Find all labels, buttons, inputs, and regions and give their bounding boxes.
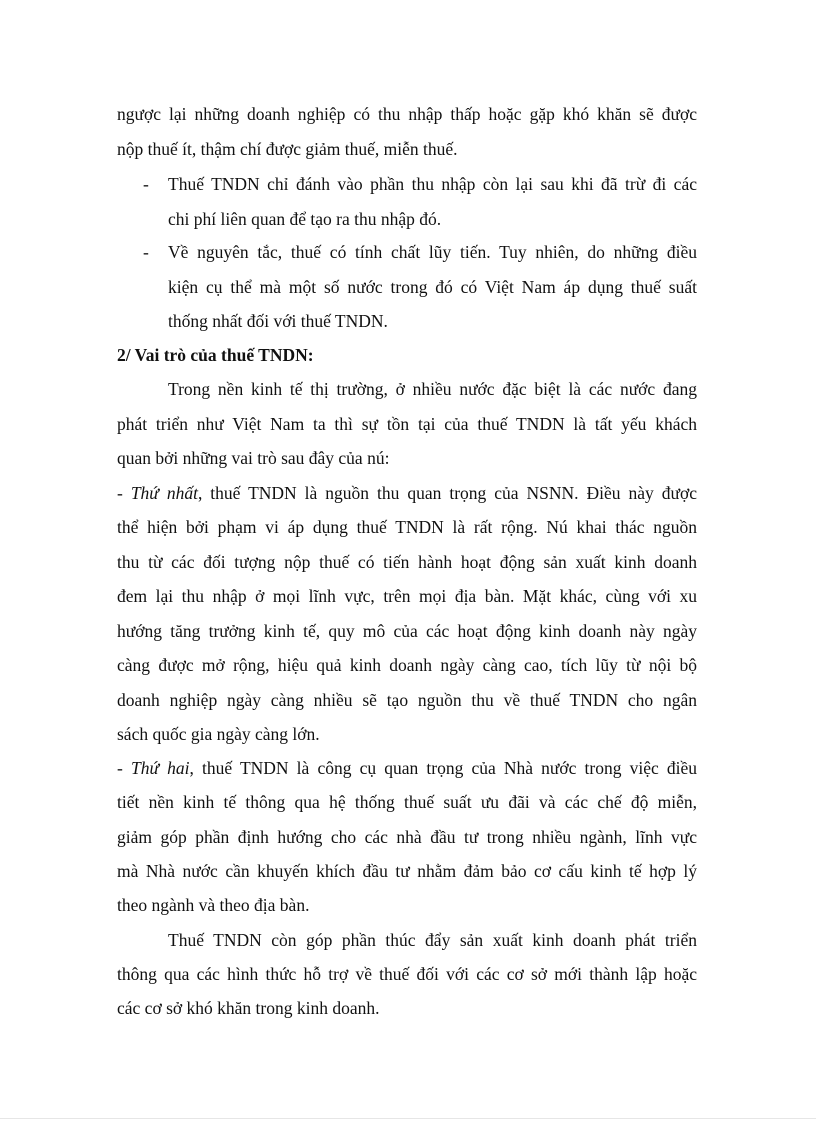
bullet-marker: -: [143, 242, 149, 262]
text-line: Trong nền kinh tế thị trường, ở nhiều nước đặc biệt là các nước đang: [168, 379, 697, 399]
text-line: quan bởi những vai trò sau đây của nú:: [117, 448, 390, 468]
section-heading: 2/ Vai trò của thuế TNDN:: [117, 345, 314, 365]
text-line: càng được mở rộng, hiệu quả kinh doanh ngày càng cao, tích lũy từ nội bộ: [117, 655, 697, 675]
text-line: Thuế TNDN còn góp phần thúc đẩy sản xuất kinh doanh phát triển: [168, 930, 697, 950]
text-line: phát triển như Việt Nam ta thì sự tồn tại của thuế TNDN là tất yếu khách: [117, 414, 697, 434]
text-line: [117, 481, 697, 505]
text-line: thu từ các đối tượng nộp thuế có tiến hành hoạt động sản xuất kinh doanh: [117, 552, 697, 572]
text-line: doanh nghiệp ngày càng nhiều sẽ tạo nguồn thu về thuế TNDN cho ngân: [117, 690, 697, 710]
dash-prefix: -: [117, 758, 131, 778]
italic-term: Thứ hai: [130, 758, 190, 778]
text-line: thông qua các hình thức hỗ trợ về thuế đối với các cơ sở mới thành lập hoặc: [117, 964, 697, 984]
bullet-text-line: Thuế TNDN chỉ đánh vào phần thu nhập còn lại sau khi đã trừ đi các: [168, 174, 697, 194]
text-line: [117, 756, 697, 780]
text-line: ngược lại những doanh nghiệp có thu nhập thấp hoặc gặp khó khăn sẽ được: [117, 104, 697, 124]
bullet-text-line: Về nguyên tắc, thuế có tính chất lũy tiến. Tuy nhiên, do những điều: [168, 242, 697, 262]
text-line: đem lại thu nhập ở mọi lĩnh vực, trên mọi địa bàn. Mặt khác, cùng với xu: [117, 586, 697, 606]
bullet-marker: -: [143, 174, 149, 194]
text-line: nộp thuế ít, thậm chí được giảm thuế, miễn thuế.: [117, 139, 458, 159]
text-line: tiết nền kinh tế thông qua hệ thống thuế suất ưu đãi và các chế độ miễn,: [117, 792, 697, 812]
line-rest: , thuế TNDN là công cụ quan trọng của Nhà nước trong việc điều: [189, 758, 698, 778]
italic-term: Thứ nhất: [130, 483, 198, 503]
bullet-text-line: chi phí liên quan để tạo ra thu nhập đó.: [168, 209, 442, 229]
text-line: giảm góp phần định hướng cho các nhà đầu tư trong nhiều ngành, lĩnh vực: [117, 827, 697, 847]
bullet-text-line: thống nhất đối với thuế TNDN.: [168, 311, 388, 331]
line-rest: , thuế TNDN là nguồn thu quan trọng của NSNN. Điều này được: [197, 483, 698, 503]
text-line: thể hiện bởi phạm vi áp dụng thuế TNDN là rất rộng. Nú khai thác nguồn: [117, 517, 697, 537]
bullet-text-line: kiện cụ thể mà một số nước trong đó có Việt Nam áp dụng thuế suất: [168, 277, 697, 297]
text-line: theo ngành và theo địa bàn.: [117, 895, 310, 915]
text-line: sách quốc gia ngày càng lớn.: [117, 724, 320, 744]
text-line: mà Nhà nước cần khuyến khích đầu tư nhằm đảm bảo cơ cấu kinh tế hợp lý: [117, 861, 697, 881]
dash-prefix: -: [117, 483, 131, 503]
page-bottom-edge: [0, 1118, 816, 1119]
text-line: các cơ sở khó khăn trong kinh doanh.: [117, 998, 380, 1018]
text-line: hướng tăng trưởng kinh tế, quy mô của các hoạt động kinh doanh này ngày: [117, 621, 697, 641]
